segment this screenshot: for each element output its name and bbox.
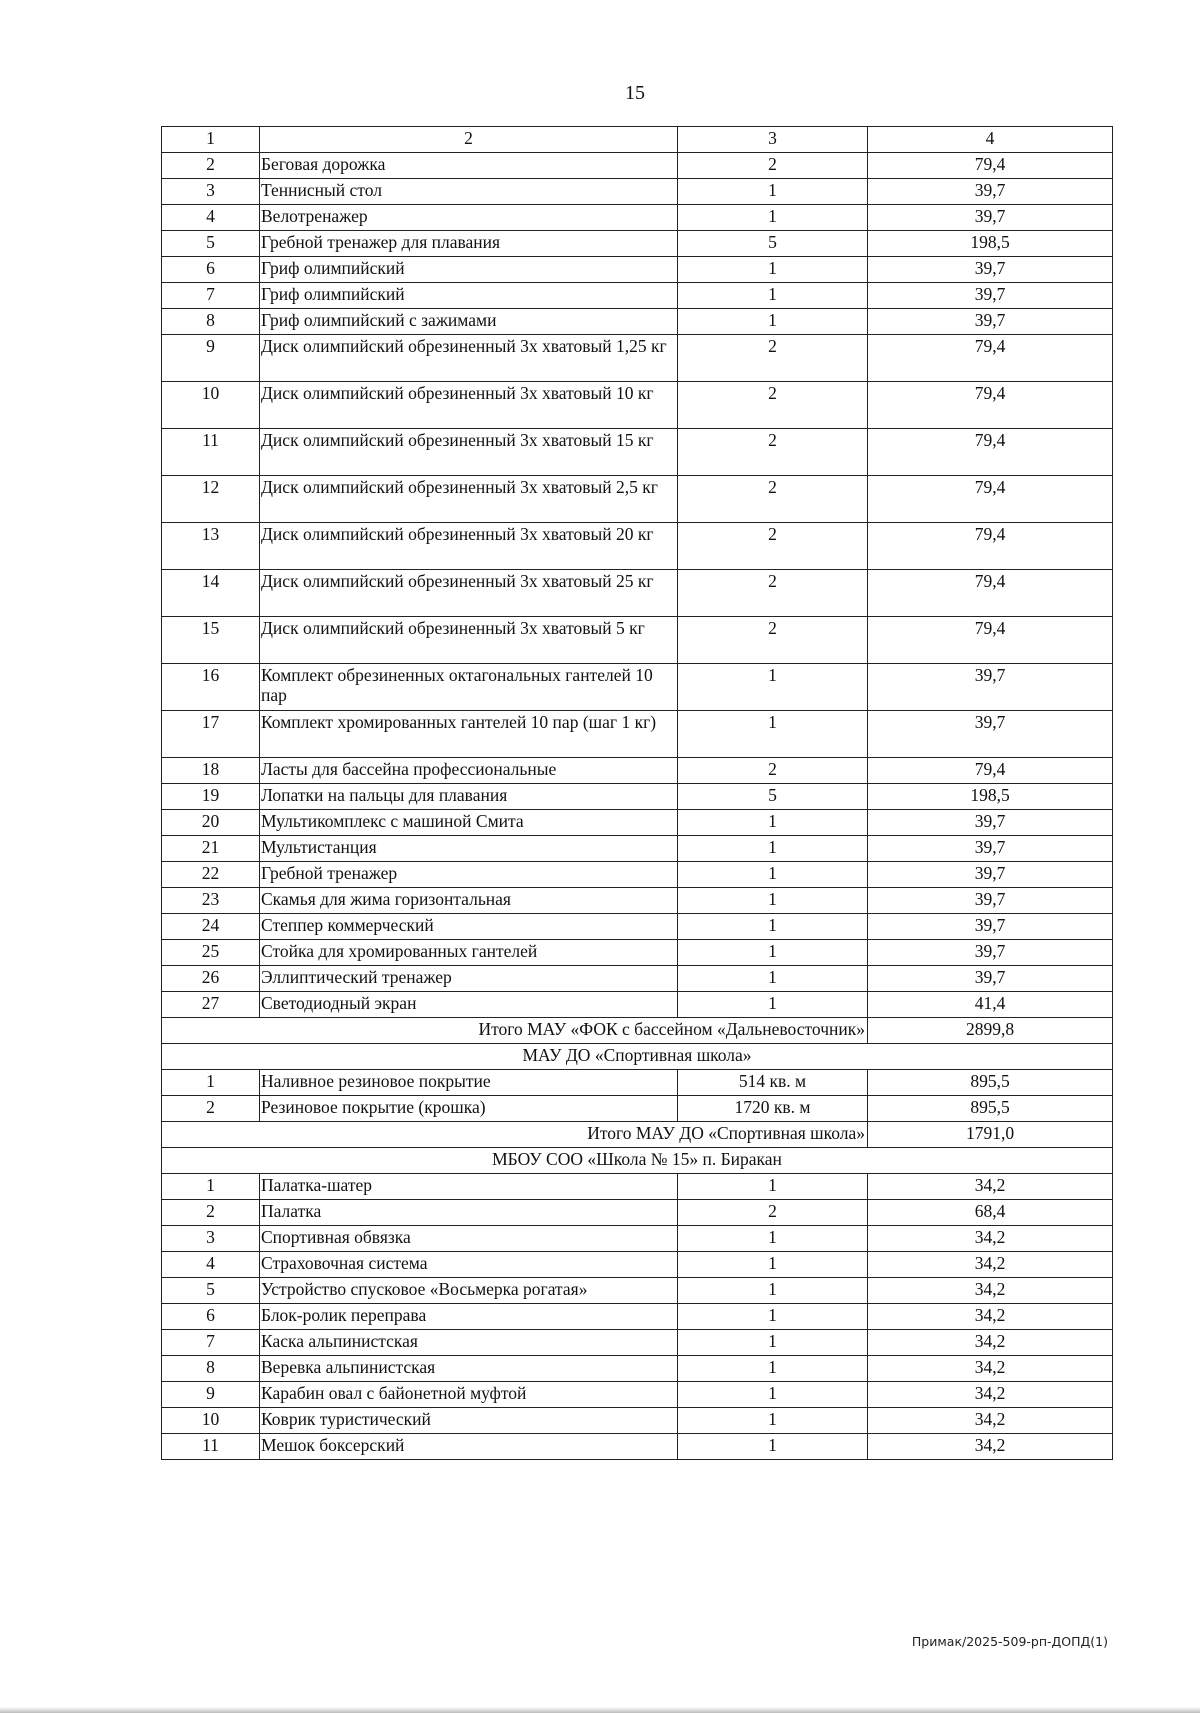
row-number: 5 — [162, 231, 260, 257]
row-number: 23 — [162, 888, 260, 914]
item-amount: 34,2 — [868, 1304, 1113, 1330]
item-name: Гриф олимпийский — [260, 283, 678, 309]
item-quantity: 2 — [678, 758, 868, 784]
item-amount: 79,4 — [868, 153, 1113, 179]
subtotal-value: 2899,8 — [868, 1018, 1113, 1044]
table-row — [162, 966, 1113, 992]
row-number: 9 — [162, 335, 260, 382]
table-row — [162, 283, 1113, 309]
row-number: 15 — [162, 617, 260, 664]
item-amount: 39,7 — [868, 810, 1113, 836]
item-amount: 79,4 — [868, 335, 1113, 382]
item-quantity: 2 — [678, 382, 868, 429]
item-amount: 198,5 — [868, 784, 1113, 810]
row-number: 12 — [162, 476, 260, 523]
item-quantity: 1 — [678, 862, 868, 888]
table-row — [162, 523, 1113, 570]
item-quantity: 1 — [678, 664, 868, 711]
item-quantity: 1 — [678, 205, 868, 231]
table-row — [162, 179, 1113, 205]
column-number-1: 1 — [162, 127, 260, 153]
row-number: 10 — [162, 382, 260, 429]
item-name: Мешок боксерский — [260, 1434, 678, 1460]
table-row — [162, 1330, 1113, 1356]
item-quantity: 2 — [678, 617, 868, 664]
item-quantity: 2 — [678, 429, 868, 476]
table-row — [162, 784, 1113, 810]
item-quantity: 2 — [678, 523, 868, 570]
table-row — [162, 309, 1113, 335]
row-number: 8 — [162, 309, 260, 335]
row-number: 4 — [162, 205, 260, 231]
row-number: 11 — [162, 1434, 260, 1460]
table-row — [162, 429, 1113, 476]
table-row — [162, 940, 1113, 966]
table-row — [162, 758, 1113, 784]
item-name: Комплект хромированных гантелей 10 пар (шаг 1 кг) — [260, 711, 678, 758]
item-quantity: 1 — [678, 1252, 868, 1278]
item-amount: 79,4 — [868, 617, 1113, 664]
item-name: Каска альпинистская — [260, 1330, 678, 1356]
row-number: 13 — [162, 523, 260, 570]
subtotal-row — [162, 1018, 1113, 1044]
item-quantity: 2 — [678, 570, 868, 617]
table-row — [162, 570, 1113, 617]
item-quantity: 1 — [678, 1226, 868, 1252]
item-name: Диск олимпийский обрезиненный 3х хватовый 2,5 кг — [260, 476, 678, 523]
item-quantity: 1 — [678, 966, 868, 992]
item-quantity: 1 — [678, 1330, 868, 1356]
row-number: 26 — [162, 966, 260, 992]
item-amount: 39,7 — [868, 711, 1113, 758]
item-name: Спортивная обвязка — [260, 1226, 678, 1252]
table-row — [162, 205, 1113, 231]
row-number: 19 — [162, 784, 260, 810]
item-amount: 34,2 — [868, 1226, 1113, 1252]
item-name: Стойка для хромированных гантелей — [260, 940, 678, 966]
item-quantity: 514 кв. м — [678, 1070, 868, 1096]
row-number: 2 — [162, 153, 260, 179]
item-name: Карабин овал с байонетной муфтой — [260, 1382, 678, 1408]
item-quantity: 5 — [678, 784, 868, 810]
item-name: Гриф олимпийский — [260, 257, 678, 283]
item-quantity: 1 — [678, 1382, 868, 1408]
item-name: Блок-ролик переправа — [260, 1304, 678, 1330]
item-amount: 34,2 — [868, 1330, 1113, 1356]
row-number: 24 — [162, 914, 260, 940]
item-quantity: 1 — [678, 888, 868, 914]
row-number: 22 — [162, 862, 260, 888]
item-quantity: 1 — [678, 1434, 868, 1460]
item-name: Веревка альпинистская — [260, 1356, 678, 1382]
table-row — [162, 836, 1113, 862]
row-number: 5 — [162, 1278, 260, 1304]
item-amount: 68,4 — [868, 1200, 1113, 1226]
row-number: 27 — [162, 992, 260, 1018]
subtotal-value: 1791,0 — [868, 1122, 1113, 1148]
section-title: МБОУ СОО «Школа № 15» п. Биракан — [162, 1148, 1113, 1174]
item-name: Теннисный стол — [260, 179, 678, 205]
scan-edge — [0, 1707, 1200, 1713]
item-quantity: 2 — [678, 335, 868, 382]
item-name: Ласты для бассейна профессиональные — [260, 758, 678, 784]
table-row — [162, 335, 1113, 382]
table-row — [162, 1408, 1113, 1434]
table-row — [162, 664, 1113, 711]
row-number: 3 — [162, 1226, 260, 1252]
item-amount: 198,5 — [868, 231, 1113, 257]
row-number: 17 — [162, 711, 260, 758]
row-number: 14 — [162, 570, 260, 617]
row-number: 1 — [162, 1070, 260, 1096]
item-name: Светодиодный экран — [260, 992, 678, 1018]
row-number: 8 — [162, 1356, 260, 1382]
item-amount: 39,7 — [868, 862, 1113, 888]
section-title: МАУ ДО «Спортивная школа» — [162, 1044, 1113, 1070]
equipment-table — [161, 126, 1113, 1460]
item-amount: 895,5 — [868, 1096, 1113, 1122]
table-row — [162, 1226, 1113, 1252]
row-number: 7 — [162, 1330, 260, 1356]
item-amount: 39,7 — [868, 940, 1113, 966]
item-name: Эллиптический тренажер — [260, 966, 678, 992]
table-row — [162, 257, 1113, 283]
row-number: 18 — [162, 758, 260, 784]
item-name: Диск олимпийский обрезиненный 3х хватовый 1,25 кг — [260, 335, 678, 382]
item-amount: 34,2 — [868, 1382, 1113, 1408]
item-amount: 39,7 — [868, 888, 1113, 914]
item-name: Степпер коммерческий — [260, 914, 678, 940]
table-row — [162, 231, 1113, 257]
table-row — [162, 914, 1113, 940]
item-amount: 39,7 — [868, 179, 1113, 205]
item-quantity: 1 — [678, 257, 868, 283]
item-name: Устройство спусковое «Восьмерка рогатая» — [260, 1278, 678, 1304]
row-number: 21 — [162, 836, 260, 862]
subtotal-row — [162, 1122, 1113, 1148]
table-row — [162, 1382, 1113, 1408]
item-amount: 39,7 — [868, 205, 1113, 231]
item-name: Гребной тренажер — [260, 862, 678, 888]
item-name: Мультикомплекс с машиной Смита — [260, 810, 678, 836]
item-quantity: 1 — [678, 1174, 868, 1200]
item-name: Диск олимпийский обрезиненный 3х хватовый 10 кг — [260, 382, 678, 429]
table-row — [162, 810, 1113, 836]
row-number: 2 — [162, 1200, 260, 1226]
row-number: 11 — [162, 429, 260, 476]
row-number: 25 — [162, 940, 260, 966]
table-row — [162, 1174, 1113, 1200]
item-amount: 79,4 — [868, 476, 1113, 523]
table-row — [162, 1096, 1113, 1122]
item-name: Скамья для жима горизонтальная — [260, 888, 678, 914]
section-header-sport-school — [162, 1044, 1113, 1070]
item-amount: 79,4 — [868, 382, 1113, 429]
page-number: 15 — [625, 82, 645, 104]
item-name: Комплект обрезиненных октагональных гантелей 10 пар — [260, 664, 678, 711]
row-number: 9 — [162, 1382, 260, 1408]
item-name: Коврик туристический — [260, 1408, 678, 1434]
item-name: Гребной тренажер для плавания — [260, 231, 678, 257]
table-row — [162, 382, 1113, 429]
item-quantity: 1 — [678, 914, 868, 940]
item-amount: 34,2 — [868, 1408, 1113, 1434]
item-name: Диск олимпийский обрезиненный 3х хватовый 25 кг — [260, 570, 678, 617]
item-amount: 34,2 — [868, 1252, 1113, 1278]
item-quantity: 1 — [678, 836, 868, 862]
item-amount: 39,7 — [868, 257, 1113, 283]
item-name: Диск олимпийский обрезиненный 3х хватовый 20 кг — [260, 523, 678, 570]
section-header-school-15 — [162, 1148, 1113, 1174]
item-quantity: 1720 кв. м — [678, 1096, 868, 1122]
row-number: 4 — [162, 1252, 260, 1278]
subtotal-label: Итого МАУ «ФОК с бассейном «Дальневосточник» — [162, 1018, 868, 1044]
item-amount: 79,4 — [868, 570, 1113, 617]
item-quantity: 1 — [678, 992, 868, 1018]
item-quantity: 5 — [678, 231, 868, 257]
table-row — [162, 1070, 1113, 1096]
item-amount: 39,7 — [868, 836, 1113, 862]
item-amount: 79,4 — [868, 523, 1113, 570]
table-row — [162, 1200, 1113, 1226]
item-name: Резиновое покрытие (крошка) — [260, 1096, 678, 1122]
item-amount: 34,2 — [868, 1356, 1113, 1382]
column-number-3: 3 — [678, 127, 868, 153]
row-number: 20 — [162, 810, 260, 836]
item-name: Беговая дорожка — [260, 153, 678, 179]
row-number: 1 — [162, 1174, 260, 1200]
table-row — [162, 1356, 1113, 1382]
item-amount: 34,2 — [868, 1278, 1113, 1304]
table-row — [162, 153, 1113, 179]
table-row — [162, 1434, 1113, 1460]
item-amount: 41,4 — [868, 992, 1113, 1018]
row-number: 7 — [162, 283, 260, 309]
row-number: 16 — [162, 664, 260, 711]
item-amount: 39,7 — [868, 309, 1113, 335]
item-quantity: 1 — [678, 711, 868, 758]
item-amount: 34,2 — [868, 1174, 1113, 1200]
row-number: 10 — [162, 1408, 260, 1434]
item-quantity: 1 — [678, 1356, 868, 1382]
table-row — [162, 888, 1113, 914]
item-quantity: 1 — [678, 1408, 868, 1434]
item-quantity: 1 — [678, 940, 868, 966]
item-quantity: 2 — [678, 153, 868, 179]
table-row — [162, 1278, 1113, 1304]
item-quantity: 1 — [678, 179, 868, 205]
item-name: Наливное резиновое покрытие — [260, 1070, 678, 1096]
item-amount: 39,7 — [868, 664, 1113, 711]
item-name: Лопатки на пальцы для плавания — [260, 784, 678, 810]
table-row — [162, 617, 1113, 664]
table-header-row — [162, 127, 1113, 153]
column-number-4: 4 — [868, 127, 1113, 153]
item-amount: 79,4 — [868, 429, 1113, 476]
table-row — [162, 992, 1113, 1018]
item-name: Велотренажер — [260, 205, 678, 231]
row-number: 3 — [162, 179, 260, 205]
table-row — [162, 1252, 1113, 1278]
document-code: Примак/2025-509-рп-ДОПД(1) — [911, 1634, 1108, 1649]
item-amount: 895,5 — [868, 1070, 1113, 1096]
item-quantity: 1 — [678, 283, 868, 309]
item-name: Палатка — [260, 1200, 678, 1226]
row-number: 2 — [162, 1096, 260, 1122]
item-amount: 34,2 — [868, 1434, 1113, 1460]
item-amount: 79,4 — [868, 758, 1113, 784]
row-number: 6 — [162, 257, 260, 283]
item-quantity: 2 — [678, 1200, 868, 1226]
item-name: Гриф олимпийский с зажимами — [260, 309, 678, 335]
table-row — [162, 711, 1113, 758]
item-amount: 39,7 — [868, 966, 1113, 992]
item-amount: 39,7 — [868, 283, 1113, 309]
item-quantity: 1 — [678, 810, 868, 836]
item-quantity: 2 — [678, 476, 868, 523]
row-number: 6 — [162, 1304, 260, 1330]
subtotal-label: Итого МАУ ДО «Спортивная школа» — [162, 1122, 868, 1148]
table-row — [162, 1304, 1113, 1330]
item-amount: 39,7 — [868, 914, 1113, 940]
item-name: Страховочная система — [260, 1252, 678, 1278]
item-name: Диск олимпийский обрезиненный 3х хватовый 5 кг — [260, 617, 678, 664]
item-quantity: 1 — [678, 1278, 868, 1304]
item-quantity: 1 — [678, 1304, 868, 1330]
item-quantity: 1 — [678, 309, 868, 335]
table-row — [162, 862, 1113, 888]
item-name: Палатка-шатер — [260, 1174, 678, 1200]
item-name: Диск олимпийский обрезиненный 3х хватовый 15 кг — [260, 429, 678, 476]
item-name: Мультистанция — [260, 836, 678, 862]
table-row — [162, 476, 1113, 523]
column-number-2: 2 — [260, 127, 678, 153]
